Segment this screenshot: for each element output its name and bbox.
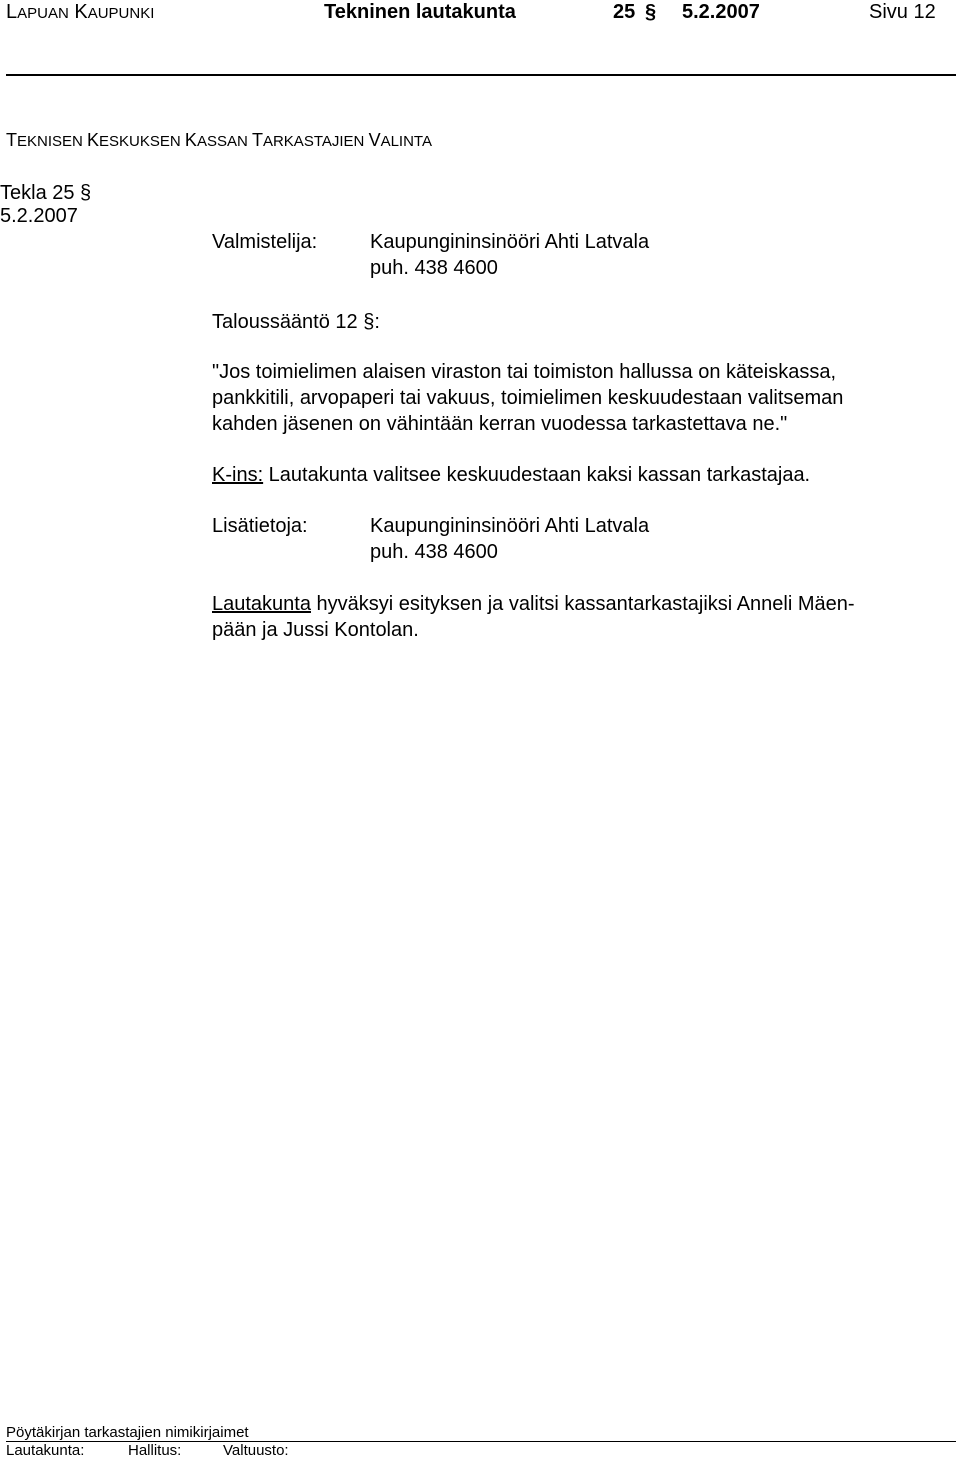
decision-label: Lautakunta [212, 593, 311, 615]
proposal [212, 462, 810, 488]
page-number: Sivu 12 [869, 1, 936, 23]
regulation-heading: Taloussääntö 12 §: [212, 311, 380, 333]
quote-line-1: "Jos toimielimen alaisen viraston tai toimiston hallussa on käteiskassa, [212, 361, 837, 383]
proposal-label: K-ins: [212, 464, 264, 486]
info-label: Lisätietoja: [212, 515, 308, 537]
reference-line-1: Tekla 25 § [0, 182, 92, 204]
preparer-phone: puh. 438 4600 [370, 257, 498, 279]
board-name: Tekninen lautakunta [324, 1, 516, 23]
section-number: 25 [613, 1, 636, 23]
section-sign: § [645, 1, 657, 23]
quote-line-3: kahden jäsenen on vähintään kerran vuodessa tarkastettava ne." [212, 413, 788, 435]
decision-line-2: pään ja Jussi Kontolan. [212, 619, 419, 641]
org-name: LAPUAN KAUPUNKI [6, 1, 155, 23]
preparer-name: Kaupungininsinööri Ahti Latvala [370, 231, 650, 253]
footer-caption: Pöytäkirjan tarkastajien nimikirjaimet [6, 1424, 249, 1441]
preparer-label: Valmistelija: [212, 231, 318, 253]
info-name: Kaupungininsinööri Ahti Latvala [370, 515, 650, 537]
footer-field-hallitus: Hallitus: [128, 1442, 182, 1459]
quote-line-2: pankkitili, arvopaperi tai vakuus, toimielimen keskuudestaan valitseman [212, 387, 844, 409]
footer-field-lautakunta: Lautakunta: [6, 1442, 85, 1459]
proposal-text: Lautakunta valitsee keskuudestaan kaksi kassan tarkastajaa. [263, 464, 811, 486]
reference-line-2: 5.2.2007 [0, 205, 78, 227]
decision-line-1 [212, 591, 855, 617]
info-phone: puh. 438 4600 [370, 541, 498, 563]
meeting-date: 5.2.2007 [682, 1, 760, 23]
footer-field-valtuusto: Valtuusto: [223, 1442, 289, 1459]
decision-text: hyväksyi esityksen ja valitsi kassantarkastajiksi Anneli Mäen- [310, 593, 855, 615]
section-title: TEKNISEN KESKUKSEN KASSAN TARKASTAJIEN VALINTA [6, 130, 432, 150]
header-rule [6, 74, 956, 76]
